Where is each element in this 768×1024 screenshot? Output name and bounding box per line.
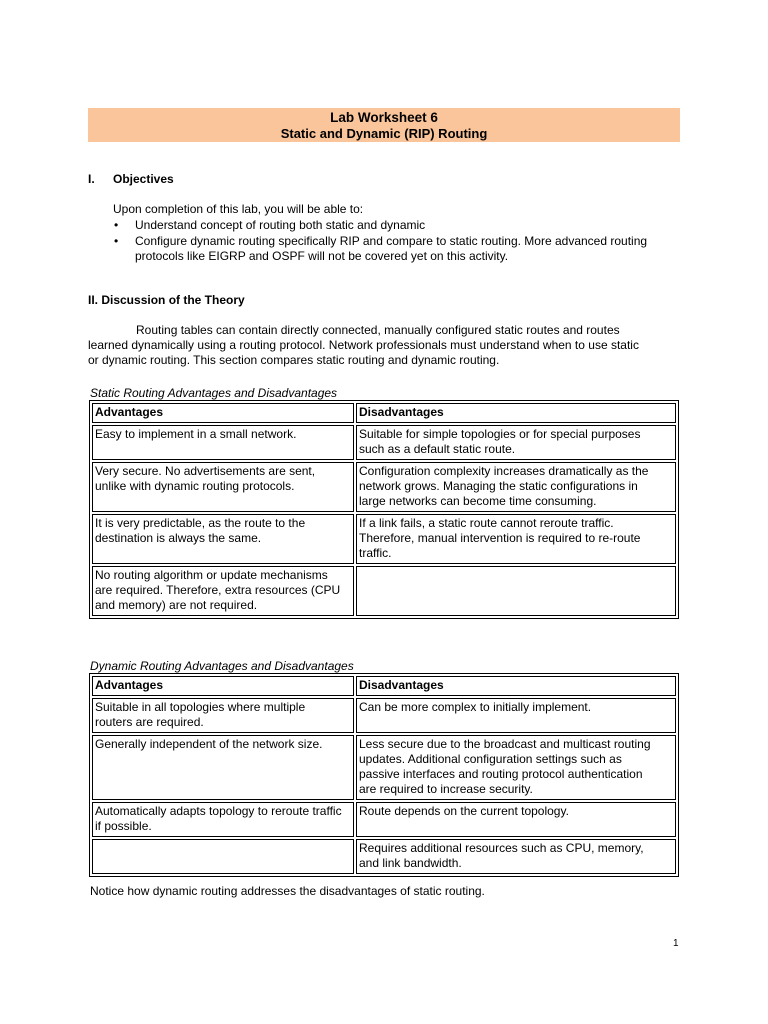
bullet-icon: • [114, 218, 119, 232]
cell-line: are required to increase security. [359, 782, 533, 796]
advantage-cell [92, 802, 354, 837]
advantage-cell [92, 462, 354, 512]
cell-line: It is very predictable, as the route to the [95, 516, 306, 530]
worksheet-title: Lab Worksheet 6 [330, 110, 438, 125]
advantage-cell [92, 839, 354, 874]
dynamic-table-caption: Dynamic Routing Advantages and Disadvantages [90, 659, 354, 673]
cell-line: Requires additional resources such as CPU, memory, [359, 841, 644, 855]
cell-line: Automatically adapts topology to reroute traffic [95, 804, 342, 818]
objectives-intro: Upon completion of this lab, you will be able to: [113, 202, 364, 216]
table-row [92, 802, 676, 837]
discussion-paragraph-line: learned dynamically using a routing protocol. Network professionals must understand when to use static [88, 338, 639, 352]
dynamic-routing-table [89, 673, 679, 877]
cell-line: Less secure due to the broadcast and multicast routing [359, 737, 651, 751]
table-row [92, 462, 676, 512]
cell-line: if possible. [95, 819, 152, 833]
objective-item-continued: protocols like EIGRP and OSPF will not be covered yet on this activity. [135, 249, 509, 263]
static-table-caption: Static Routing Advantages and Disadvantages [90, 386, 338, 400]
cell-line: large networks can become time consuming. [359, 494, 597, 508]
advantage-cell [92, 735, 354, 800]
advantage-cell [92, 566, 354, 616]
table-row [92, 514, 676, 564]
disadvantage-cell [356, 698, 676, 733]
cell-line: unlike with dynamic routing protocols. [95, 479, 295, 493]
table-row [92, 839, 676, 874]
static-routing-table [89, 400, 679, 619]
disadvantage-cell [356, 802, 676, 837]
cell-line: destination is always the same. [95, 531, 262, 545]
table-header-row [92, 676, 676, 696]
cell-line: Can be more complex to initially implement. [359, 700, 592, 714]
advantage-cell [92, 425, 354, 460]
disadvantage-cell [356, 735, 676, 800]
worksheet-title-banner [88, 108, 680, 142]
disadvantage-cell [356, 566, 676, 616]
cell-line: updates. Additional configuration settings such as [359, 752, 622, 766]
table-row [92, 735, 676, 800]
header-advantages: Advantages [92, 403, 354, 423]
cell-line: and link bandwidth. [359, 856, 462, 870]
table-row [92, 698, 676, 733]
cell-line: traffic. [359, 546, 392, 560]
disadvantage-cell [356, 514, 676, 564]
cell-line: are required. Therefore, extra resources (CPU [95, 583, 341, 597]
cell-line: such as a default static route. [359, 442, 516, 456]
worksheet-subtitle: Static and Dynamic (RIP) Routing [280, 126, 488, 141]
section-number: I. [88, 172, 95, 186]
cell-line: No routing algorithm or update mechanisms [95, 568, 328, 582]
discussion-paragraph-line: Routing tables can contain directly connected, manually configured static routes and routes [136, 323, 620, 337]
cell-line: Generally independent of the network size. [95, 737, 323, 751]
cell-line: Configuration complexity increases dramatically as the [359, 464, 649, 478]
closing-note: Notice how dynamic routing addresses the disadvantages of static routing. [90, 884, 485, 898]
cell-line: network grows. Managing the static configurations in [359, 479, 638, 493]
bullet-icon: • [114, 234, 119, 248]
cell-line: Easy to implement in a small network. [95, 427, 297, 441]
header-disadvantages: Disadvantages [356, 403, 676, 423]
disadvantage-cell [356, 425, 676, 460]
table-row [92, 566, 676, 616]
cell-line: Suitable in all topologies where multiple [95, 700, 306, 714]
disadvantage-cell [356, 839, 676, 874]
cell-line: If a link fails, a static route cannot reroute traffic. [359, 516, 614, 530]
discussion-paragraph-line: or dynamic routing. This section compares static routing and dynamic routing. [88, 353, 500, 367]
page-number: 1 [673, 938, 679, 949]
table-header-row [92, 403, 676, 423]
header-advantages: Advantages [92, 676, 354, 696]
section-heading-discussion: II. Discussion of the Theory [88, 293, 245, 307]
objective-item: Understand concept of routing both static and dynamic [135, 218, 426, 232]
table-row [92, 425, 676, 460]
section-heading-objectives: Objectives [113, 172, 174, 186]
cell-line: passive interfaces and routing protocol authentication [359, 767, 643, 781]
advantage-cell [92, 698, 354, 733]
header-disadvantages: Disadvantages [356, 676, 676, 696]
cell-line: Route depends on the current topology. [359, 804, 569, 818]
cell-line: and memory) are not required. [95, 598, 258, 612]
cell-line: routers are required. [95, 715, 204, 729]
cell-line: Therefore, manual intervention is required to re-route [359, 531, 641, 545]
cell-line: Very secure. No advertisements are sent, [95, 464, 316, 478]
disadvantage-cell [356, 462, 676, 512]
advantage-cell [92, 514, 354, 564]
cell-line: Suitable for simple topologies or for special purposes [359, 427, 641, 441]
objective-item: Configure dynamic routing specifically RIP and compare to static routing. More advanced routing [135, 234, 648, 248]
